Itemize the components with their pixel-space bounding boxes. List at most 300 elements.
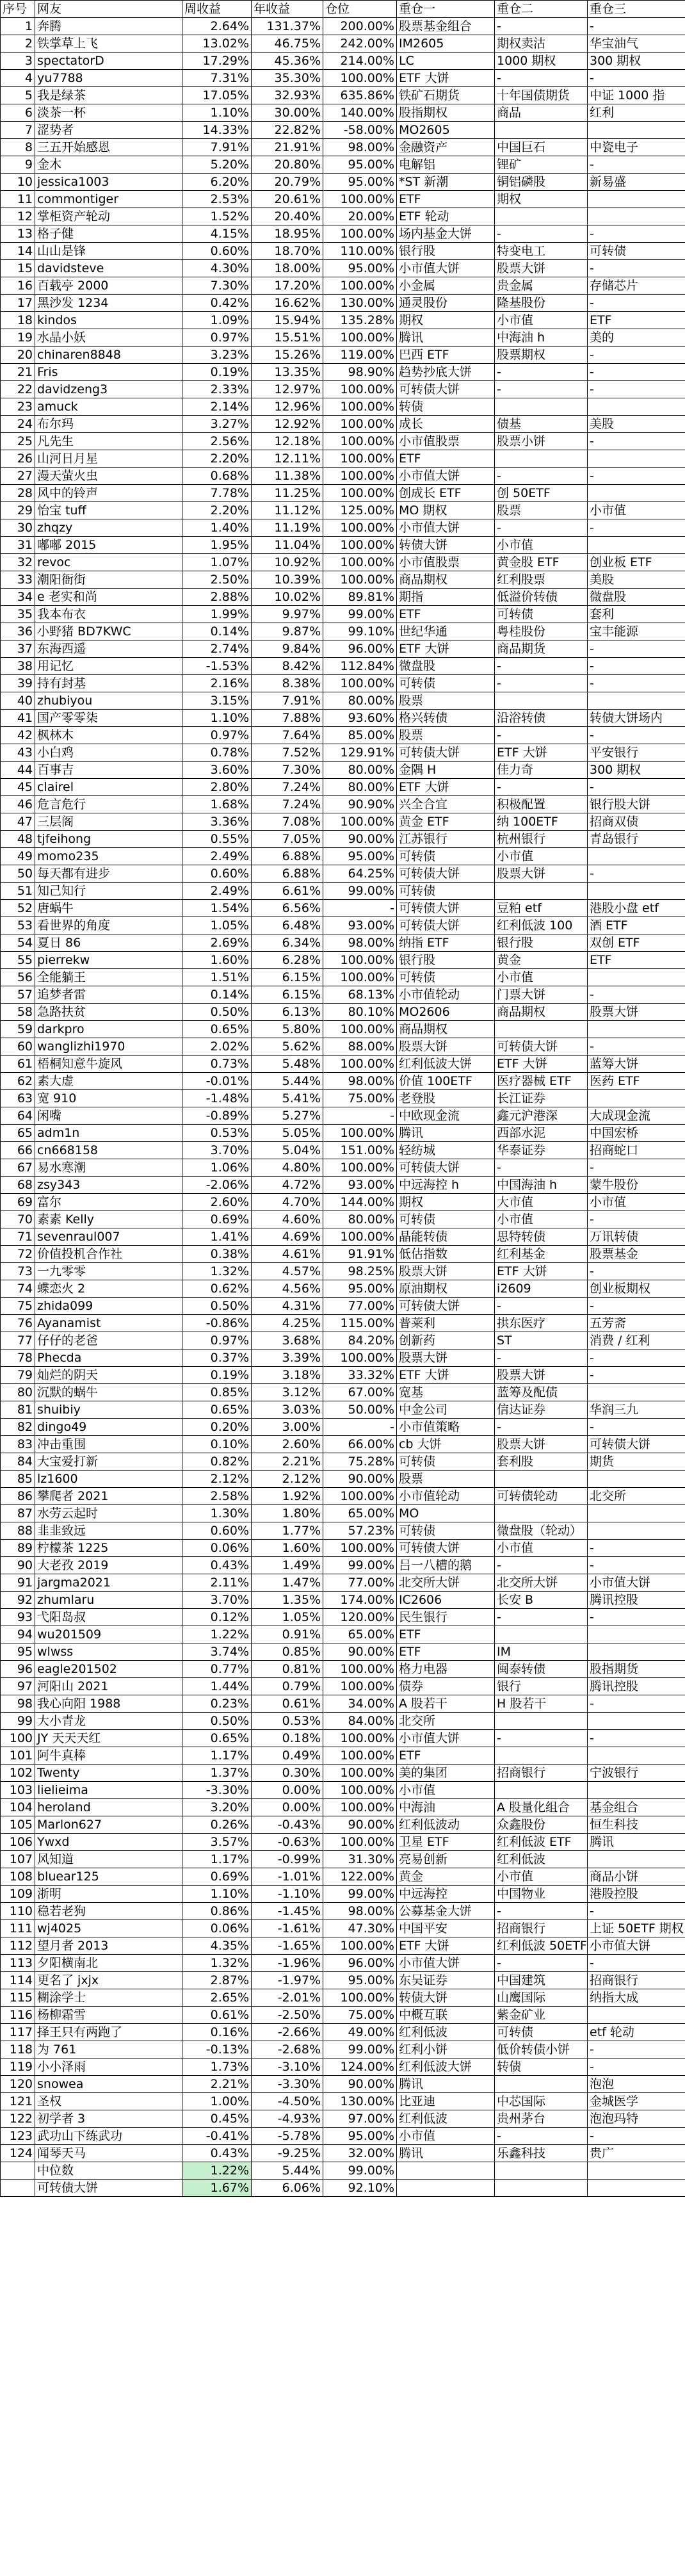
cell-holding-3: -	[588, 18, 685, 35]
cell-weekly: -1.53%	[182, 658, 252, 675]
cell-holding-2: 可转债	[495, 606, 588, 623]
cell-index: 99	[1, 1713, 35, 1730]
cell-weekly: 2.33%	[182, 381, 252, 398]
cell-holding-3	[588, 1522, 685, 1540]
cell-weekly: 0.42%	[182, 295, 252, 312]
cell-annual: 5.80%	[252, 1021, 323, 1038]
cell-index: 82	[1, 1419, 35, 1436]
table-row	[1, 260, 685, 277]
cell-annual: 12.92%	[252, 416, 323, 433]
cell-user: 大宝爱打新	[35, 1453, 182, 1471]
cell-holding-1: 世纪华通	[397, 623, 495, 640]
cell-position: 100.00%	[323, 554, 397, 571]
cell-holding-1: 兴全合宜	[397, 796, 495, 813]
cell-position: 98.00%	[323, 139, 397, 156]
cell-position: 99.00%	[323, 1557, 397, 1574]
cell-weekly: 0.62%	[182, 1280, 252, 1298]
cell-index: 26	[1, 450, 35, 468]
cell-holding-2: 思特转债	[495, 1228, 588, 1246]
cell-holding-1: 债券	[397, 1678, 495, 1695]
table-row	[1, 1505, 685, 1522]
cell-index: 97	[1, 1678, 35, 1695]
cell-annual: 2.12%	[252, 1471, 323, 1488]
cell-holding-2: 红利股票	[495, 571, 588, 589]
cell-weekly: 0.69%	[182, 1211, 252, 1228]
cell-position: 88.00%	[323, 1038, 397, 1056]
table-row	[1, 1886, 685, 1903]
cell-annual: 0.79%	[252, 1678, 323, 1695]
cell-index: 31	[1, 537, 35, 554]
cell-holding-1: 腾讯	[397, 329, 495, 346]
cell-position: 93.60%	[323, 710, 397, 727]
cell-weekly: 7.31%	[182, 70, 252, 87]
cell-holding-2: ST	[495, 1332, 588, 1349]
cell-weekly: 2.14%	[182, 398, 252, 416]
cell-index: 83	[1, 1436, 35, 1453]
cell-weekly: 2.53%	[182, 191, 252, 208]
cell-weekly: 2.49%	[182, 848, 252, 865]
cell-user: Ayanamist	[35, 1315, 182, 1332]
cell-user: bluear125	[35, 1868, 182, 1886]
cell-annual: 6.28%	[252, 952, 323, 969]
cell-holding-3: -	[588, 156, 685, 174]
cell-index: 50	[1, 865, 35, 883]
cell-holding-3: 基金组合	[588, 1799, 685, 1816]
cell-user: revoc	[35, 554, 182, 571]
cell-index: 32	[1, 554, 35, 571]
cell-position: 100.00%	[323, 675, 397, 692]
cell-weekly: -2.06%	[182, 1177, 252, 1194]
summary-position: 99.00%	[323, 2162, 397, 2180]
cell-holding-2: 华泰证券	[495, 1142, 588, 1159]
cell-holding-2	[495, 1471, 588, 1488]
cell-annual: 18.70%	[252, 243, 323, 260]
cell-holding-3: 招商双债	[588, 813, 685, 831]
cell-user: 看世界的角度	[35, 917, 182, 934]
summary-annual: 6.06%	[252, 2180, 323, 2197]
table-row	[1, 1730, 685, 1747]
cell-position: 75.00%	[323, 1090, 397, 1107]
cell-annual: 7.24%	[252, 796, 323, 813]
cell-holding-1: ETF	[397, 191, 495, 208]
cell-index: 108	[1, 1868, 35, 1886]
cell-annual: 9.87%	[252, 623, 323, 640]
cell-holding-2: 铜铝磷股	[495, 174, 588, 191]
cell-index: 121	[1, 2093, 35, 2110]
cell-annual: 1.47%	[252, 1574, 323, 1592]
cell-weekly: 1.09%	[182, 312, 252, 329]
cell-index: 14	[1, 243, 35, 260]
cell-holding-3	[588, 122, 685, 139]
cell-position: 100.00%	[323, 277, 397, 295]
cell-holding-3: 期货	[588, 1453, 685, 1471]
table-row	[1, 1851, 685, 1868]
cell-annual: 3.68%	[252, 1332, 323, 1349]
cell-weekly: 0.60%	[182, 865, 252, 883]
cell-holding-2: 期权	[495, 191, 588, 208]
cell-weekly: 1.22%	[182, 1626, 252, 1643]
cell-holding-2: 小市值	[495, 1540, 588, 1557]
cell-holding-1: 老登股	[397, 1090, 495, 1107]
cell-annual: 6.61%	[252, 883, 323, 900]
cell-holding-1: 成长	[397, 416, 495, 433]
cell-weekly: 2.11%	[182, 1574, 252, 1592]
cell-index: 44	[1, 762, 35, 779]
table-row	[1, 156, 685, 174]
cell-user: zhqzy	[35, 519, 182, 537]
cell-weekly: 14.33%	[182, 122, 252, 139]
cell-weekly: 2.87%	[182, 1972, 252, 1989]
cell-holding-2: 紫金矿业	[495, 2007, 588, 2024]
cell-holding-1: 可转债大饼	[397, 1540, 495, 1557]
cell-annual: 3.03%	[252, 1401, 323, 1419]
cell-index: 115	[1, 1989, 35, 2007]
cell-user: 风知道	[35, 1851, 182, 1868]
cell-index: 58	[1, 1004, 35, 1021]
cell-index: 88	[1, 1522, 35, 1540]
table-row	[1, 606, 685, 623]
cell-weekly: 0.16%	[182, 2024, 252, 2041]
table-row	[1, 1989, 685, 2007]
cell-holding-3: 创业板 ETF	[588, 554, 685, 571]
cell-weekly: 2.80%	[182, 779, 252, 796]
table-row	[1, 1643, 685, 1661]
cell-weekly: 1.73%	[182, 2058, 252, 2076]
table-row	[1, 1592, 685, 1609]
cell-user: lz1600	[35, 1471, 182, 1488]
table-row	[1, 969, 685, 986]
cell-weekly: 0.12%	[182, 1609, 252, 1626]
table-row	[1, 1246, 685, 1263]
cell-holding-1: 公募基金大饼	[397, 1903, 495, 1920]
cell-position: -	[323, 1419, 397, 1436]
cell-holding-2: -	[495, 675, 588, 692]
cell-holding-3: -	[588, 433, 685, 450]
cell-annual: -2.68%	[252, 2041, 323, 2058]
cell-weekly: 0.23%	[182, 1695, 252, 1713]
cell-holding-2: i2609	[495, 1280, 588, 1298]
cell-holding-2: 隆基股份	[495, 295, 588, 312]
cell-position: 65.00%	[323, 1505, 397, 1522]
cell-holding-2: 红利低波 50ETF	[495, 1937, 588, 1955]
cell-annual: 4.60%	[252, 1211, 323, 1228]
table-row	[1, 519, 685, 537]
cell-weekly: 2.21%	[182, 2076, 252, 2093]
cell-holding-1: 中远海控	[397, 1886, 495, 1903]
cell-user: 追梦者雷	[35, 986, 182, 1004]
cell-holding-1: 腾讯	[397, 2076, 495, 2093]
cell-position: 100.00%	[323, 1730, 397, 1747]
cell-holding-1: 小市值大饼	[397, 260, 495, 277]
cell-position: 99.00%	[323, 883, 397, 900]
cell-weekly: 2.49%	[182, 883, 252, 900]
cell-weekly: 1.17%	[182, 1747, 252, 1765]
table-row	[1, 70, 685, 87]
cell-weekly: 1.00%	[182, 2093, 252, 2110]
cell-position: 90.00%	[323, 1471, 397, 1488]
table-row	[1, 502, 685, 519]
cell-weekly: 1.95%	[182, 537, 252, 554]
cell-index: 3	[1, 53, 35, 70]
cell-annual: 3.39%	[252, 1349, 323, 1367]
summary-empty-2	[495, 2180, 588, 2197]
summary-weekly: 1.67%	[182, 2180, 252, 2197]
cell-position: 100.00%	[323, 1125, 397, 1142]
cell-user: heroland	[35, 1799, 182, 1816]
cell-holding-3: -	[588, 779, 685, 796]
cell-user: 富尔	[35, 1194, 182, 1211]
cell-index: 114	[1, 1972, 35, 1989]
cell-holding-3	[588, 1747, 685, 1765]
cell-index: 81	[1, 1401, 35, 1419]
cell-index: 92	[1, 1592, 35, 1609]
cell-holding-2	[495, 2076, 588, 2093]
cell-position: 95.00%	[323, 1972, 397, 1989]
cell-index: 33	[1, 571, 35, 589]
cell-position: 99.00%	[323, 606, 397, 623]
cell-annual: 6.88%	[252, 865, 323, 883]
cell-holding-2: 粤桂股份	[495, 623, 588, 640]
cell-position: 90.00%	[323, 2076, 397, 2093]
cell-holding-2: 股票大饼	[495, 260, 588, 277]
cell-user: Fris	[35, 364, 182, 381]
cell-user: dingo49	[35, 1419, 182, 1436]
cell-weekly: 0.85%	[182, 1384, 252, 1401]
cell-user: 夕阳横南北	[35, 1955, 182, 1972]
cell-holding-1: 可转债大饼	[397, 381, 495, 398]
cell-holding-2: 特变电工	[495, 243, 588, 260]
summary-index	[1, 2162, 35, 2180]
cell-index: 110	[1, 1903, 35, 1920]
cell-holding-2: 乐鑫科技	[495, 2145, 588, 2162]
table-row	[1, 1955, 685, 1972]
cell-holding-2: 商品	[495, 104, 588, 122]
table-row	[1, 1661, 685, 1678]
cell-annual: 1.60%	[252, 1540, 323, 1557]
cell-holding-2: H 股若干	[495, 1695, 588, 1713]
cell-holding-2: 蓝筹及配债	[495, 1384, 588, 1401]
cell-user: 我本布衣	[35, 606, 182, 623]
cell-holding-3: 招商银行	[588, 1972, 685, 1989]
cell-holding-2: 中国建筑	[495, 1972, 588, 1989]
cell-position: 124.00%	[323, 2058, 397, 2076]
cell-holding-3: 青岛银行	[588, 831, 685, 848]
cell-holding-3: -	[588, 1557, 685, 1574]
cell-annual: 6.15%	[252, 969, 323, 986]
cell-user: 金木	[35, 156, 182, 174]
cell-index: 29	[1, 502, 35, 519]
cell-weekly: 0.20%	[182, 1419, 252, 1436]
cell-weekly: 4.15%	[182, 225, 252, 243]
cell-user: zhubiyou	[35, 692, 182, 710]
cell-holding-3: 中瓷电子	[588, 139, 685, 156]
cell-holding-1: ETF	[397, 1643, 495, 1661]
cell-holding-1: 亮易创新	[397, 1851, 495, 1868]
cell-holding-3: 小市值	[588, 502, 685, 519]
cell-weekly: 0.97%	[182, 1332, 252, 1349]
cell-weekly: 1.52%	[182, 208, 252, 225]
cell-user: kindos	[35, 312, 182, 329]
cell-holding-2: 股票大饼	[495, 1436, 588, 1453]
cell-index: 123	[1, 2128, 35, 2145]
cell-annual: 2.60%	[252, 1436, 323, 1453]
cell-annual: 10.39%	[252, 571, 323, 589]
cell-index: 49	[1, 848, 35, 865]
table-row	[1, 692, 685, 710]
cell-user: 怡宝 tuff	[35, 502, 182, 519]
table-row	[1, 243, 685, 260]
cell-position: 99.00%	[323, 1886, 397, 1903]
cell-user: shuibiy	[35, 1401, 182, 1419]
cell-user: 杨柳霜雪	[35, 2007, 182, 2024]
cell-user: 阿牛真棒	[35, 1747, 182, 1765]
cell-user: 山山是锋	[35, 243, 182, 260]
cell-index: 101	[1, 1747, 35, 1765]
cell-index: 37	[1, 640, 35, 658]
cell-position: 47.30%	[323, 1920, 397, 1937]
cell-position: 100.00%	[323, 1056, 397, 1073]
cell-weekly: 3.15%	[182, 692, 252, 710]
cell-holding-2: 小市值	[495, 537, 588, 554]
cell-holding-1: 可转债	[397, 1522, 495, 1540]
cell-holding-2: 低价转债小饼	[495, 2041, 588, 2058]
cell-index: 38	[1, 658, 35, 675]
cell-holding-2	[495, 1626, 588, 1643]
table-row	[1, 1436, 685, 1453]
cell-position: 93.00%	[323, 917, 397, 934]
cell-holding-2	[495, 1782, 588, 1799]
cell-index: 95	[1, 1643, 35, 1661]
cell-annual: -3.10%	[252, 2058, 323, 2076]
table-row	[1, 796, 685, 813]
cell-holding-3: 创业板期权	[588, 1280, 685, 1298]
summary-weekly: 1.22%	[182, 2162, 252, 2180]
cell-position: 100.00%	[323, 1159, 397, 1177]
cell-weekly: 1.32%	[182, 1955, 252, 1972]
cell-user: 国产零零柒	[35, 710, 182, 727]
table-row	[1, 1384, 685, 1401]
cell-annual: 5.27%	[252, 1107, 323, 1125]
cell-annual: 9.97%	[252, 606, 323, 623]
table-row	[1, 1713, 685, 1730]
cell-user: 糊涂学士	[35, 1989, 182, 2007]
cell-annual: 1.49%	[252, 1557, 323, 1574]
table-row	[1, 277, 685, 295]
cell-holding-2: 佳力奇	[495, 762, 588, 779]
cell-holding-3: -	[588, 468, 685, 485]
cell-position: 50.00%	[323, 1401, 397, 1419]
cell-position: 95.00%	[323, 848, 397, 865]
cell-holding-3: 医药 ETF	[588, 1073, 685, 1090]
cell-weekly: 0.97%	[182, 329, 252, 346]
cell-weekly: 0.86%	[182, 1903, 252, 1920]
cell-holding-1: 民生银行	[397, 1609, 495, 1626]
cell-position: 100.00%	[323, 1021, 397, 1038]
cell-holding-2: 众鑫股份	[495, 1816, 588, 1834]
cell-holding-2	[495, 883, 588, 900]
cell-index: 120	[1, 2076, 35, 2093]
cell-user: adm1n	[35, 1125, 182, 1142]
cell-index: 104	[1, 1799, 35, 1816]
cell-user: davidsteve	[35, 260, 182, 277]
cell-weekly: -1.48%	[182, 1090, 252, 1107]
cell-weekly: 2.50%	[182, 571, 252, 589]
cell-index: 63	[1, 1090, 35, 1107]
cell-position: 100.00%	[323, 571, 397, 589]
table-row	[1, 865, 685, 883]
cell-holding-1: 小市值	[397, 2128, 495, 2145]
cell-weekly: 0.26%	[182, 1816, 252, 1834]
table-row	[1, 1903, 685, 1920]
cell-annual: 22.82%	[252, 122, 323, 139]
cell-weekly: 3.60%	[182, 762, 252, 779]
cell-position: 95.00%	[323, 260, 397, 277]
cell-holding-1: 红利低波	[397, 2024, 495, 2041]
cell-position: 120.00%	[323, 1609, 397, 1626]
table-row	[1, 934, 685, 952]
cell-holding-3	[588, 1471, 685, 1488]
cell-weekly: 4.35%	[182, 1937, 252, 1955]
cell-index: 122	[1, 2110, 35, 2128]
cell-annual: 11.38%	[252, 468, 323, 485]
cell-holding-1: 可转债大饼	[397, 1159, 495, 1177]
cell-holding-1: 中国平安	[397, 1920, 495, 1937]
cell-user: amuck	[35, 398, 182, 416]
cell-weekly: 1.05%	[182, 917, 252, 934]
cell-holding-2	[495, 122, 588, 139]
table-row	[1, 1799, 685, 1816]
cell-holding-2: 股票	[495, 502, 588, 519]
cell-holding-2: -	[495, 519, 588, 537]
cell-holding-2: -	[495, 1903, 588, 1920]
cell-index: 51	[1, 883, 35, 900]
cell-annual: 0.61%	[252, 1695, 323, 1713]
cell-weekly: 4.30%	[182, 260, 252, 277]
cell-holding-3: -	[588, 1038, 685, 1056]
cell-holding-3: -	[588, 658, 685, 675]
cell-user: 铁掌草上飞	[35, 35, 182, 53]
cell-holding-1: 商品期权	[397, 1021, 495, 1038]
cell-position: 80.00%	[323, 1211, 397, 1228]
cell-position: 97.00%	[323, 2110, 397, 2128]
cell-user: Phecda	[35, 1349, 182, 1367]
cell-holding-2: ETF 大饼	[495, 744, 588, 762]
table-row	[1, 312, 685, 329]
cell-holding-3	[588, 537, 685, 554]
cell-annual: -1.97%	[252, 1972, 323, 1989]
cell-user: 我心向阳 1988	[35, 1695, 182, 1713]
cell-position: 77.00%	[323, 1298, 397, 1315]
table-row	[1, 1280, 685, 1298]
cell-holding-1: 场内基金大饼	[397, 225, 495, 243]
cell-holding-2: 期权卖沽	[495, 35, 588, 53]
cell-weekly: 0.60%	[182, 243, 252, 260]
table-row	[1, 813, 685, 831]
cell-holding-3: -	[588, 1730, 685, 1747]
cell-index: 2	[1, 35, 35, 53]
cell-annual: 1.80%	[252, 1505, 323, 1522]
cell-weekly: 0.06%	[182, 1920, 252, 1937]
table-row	[1, 1349, 685, 1367]
cell-annual: 15.26%	[252, 346, 323, 364]
cell-holding-3: 300 期权	[588, 53, 685, 70]
table-row	[1, 1367, 685, 1384]
cell-holding-1: A 股若干	[397, 1695, 495, 1713]
cell-holding-1: 中金公司	[397, 1401, 495, 1419]
cell-user: 百事吉	[35, 762, 182, 779]
cell-position: 130.00%	[323, 2093, 397, 2110]
cell-holding-1: 通灵股份	[397, 295, 495, 312]
